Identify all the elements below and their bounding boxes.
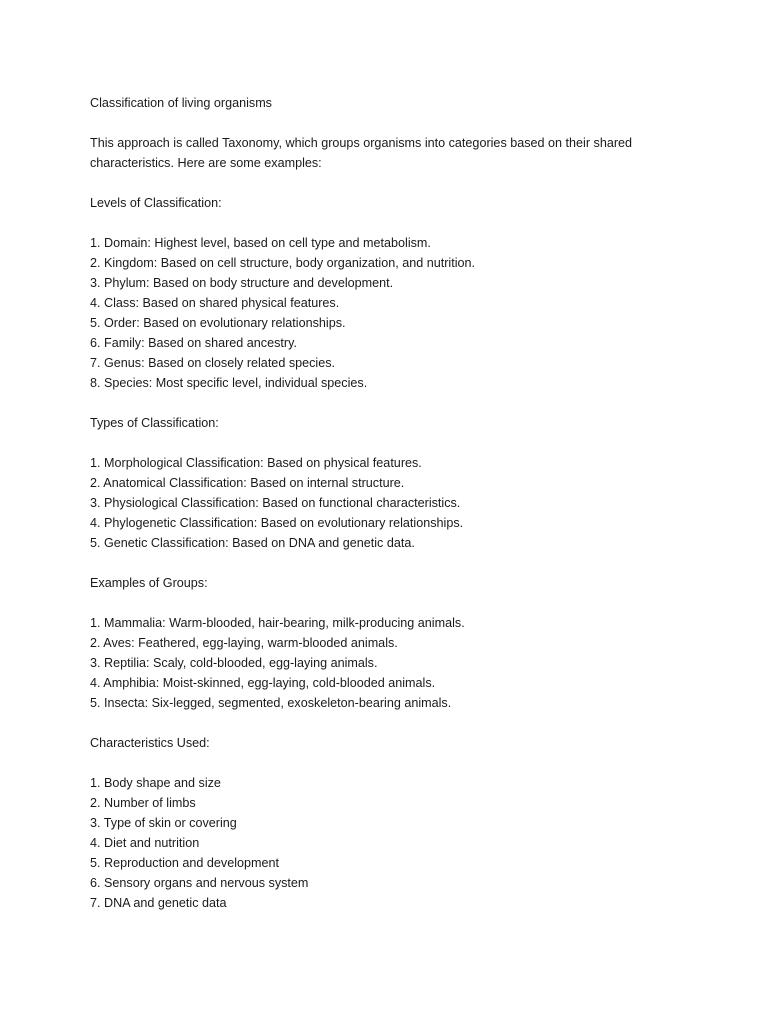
spacer	[90, 113, 690, 133]
list-item: 5. Insecta: Six-legged, segmented, exoskeleton-bearing animals.	[90, 696, 452, 710]
list-item: 4. Class: Based on shared physical features.	[90, 296, 340, 310]
spacer	[90, 393, 690, 413]
spacer	[90, 433, 690, 453]
characteristics-list	[90, 773, 690, 913]
spacer	[90, 753, 690, 773]
list-item: 6. Sensory organs and nervous system	[90, 876, 309, 890]
spacer	[90, 593, 690, 613]
types-list	[90, 453, 690, 553]
list-item: 7. DNA and genetic data	[90, 896, 227, 910]
spacer	[90, 553, 690, 573]
list-item: 5. Order: Based on evolutionary relationships.	[90, 316, 346, 330]
levels-list	[90, 233, 690, 393]
list-item: 6. Family: Based on shared ancestry.	[90, 336, 297, 350]
intro-paragraph: This approach is called Taxonomy, which groups organisms into categories based on their shared characteristics. Here are some examples:	[90, 136, 633, 170]
list-item: 5. Reproduction and development	[90, 856, 280, 870]
list-item: 4. Diet and nutrition	[90, 836, 200, 850]
section-heading: Examples of Groups:	[90, 576, 208, 590]
list-item: 1. Mammalia: Warm-blooded, hair-bearing, milk-producing animals.	[90, 616, 465, 630]
list-item: 1. Domain: Highest level, based on cell type and metabolism.	[90, 236, 431, 250]
list-item: 2. Kingdom: Based on cell structure, body organization, and nutrition.	[90, 256, 476, 270]
list-item: 3. Phylum: Based on body structure and development.	[90, 276, 394, 290]
list-item: 4. Amphibia: Moist-skinned, egg-laying, cold-blooded animals.	[90, 676, 436, 690]
list-item: 7. Genus: Based on closely related species.	[90, 356, 336, 370]
document-page	[90, 93, 690, 913]
list-item: 1. Morphological Classification: Based on physical features.	[90, 456, 422, 470]
list-item: 8. Species: Most specific level, individual species.	[90, 376, 368, 390]
section-heading: Types of Classification:	[90, 416, 219, 430]
spacer	[90, 213, 690, 233]
list-item: 2. Aves: Feathered, egg-laying, warm-blooded animals.	[90, 636, 398, 650]
list-item: 5. Genetic Classification: Based on DNA and genetic data.	[90, 536, 415, 550]
spacer	[90, 173, 690, 193]
list-item: 3. Reptilia: Scaly, cold-blooded, egg-laying animals.	[90, 656, 378, 670]
list-item: 3. Physiological Classification: Based on functional characteristics.	[90, 496, 461, 510]
list-item: 3. Type of skin or covering	[90, 816, 237, 830]
list-item: 2. Number of limbs	[90, 796, 196, 810]
spacer	[90, 713, 690, 733]
list-item: 1. Body shape and size	[90, 776, 221, 790]
section-heading: Levels of Classification:	[90, 196, 222, 210]
list-item: 4. Phylogenetic Classification: Based on evolutionary relationships.	[90, 516, 464, 530]
section-heading: Characteristics Used:	[90, 736, 210, 750]
groups-list	[90, 613, 690, 713]
list-item: 2. Anatomical Classification: Based on internal structure.	[90, 476, 405, 490]
document-title: Classification of living organisms	[90, 96, 272, 110]
